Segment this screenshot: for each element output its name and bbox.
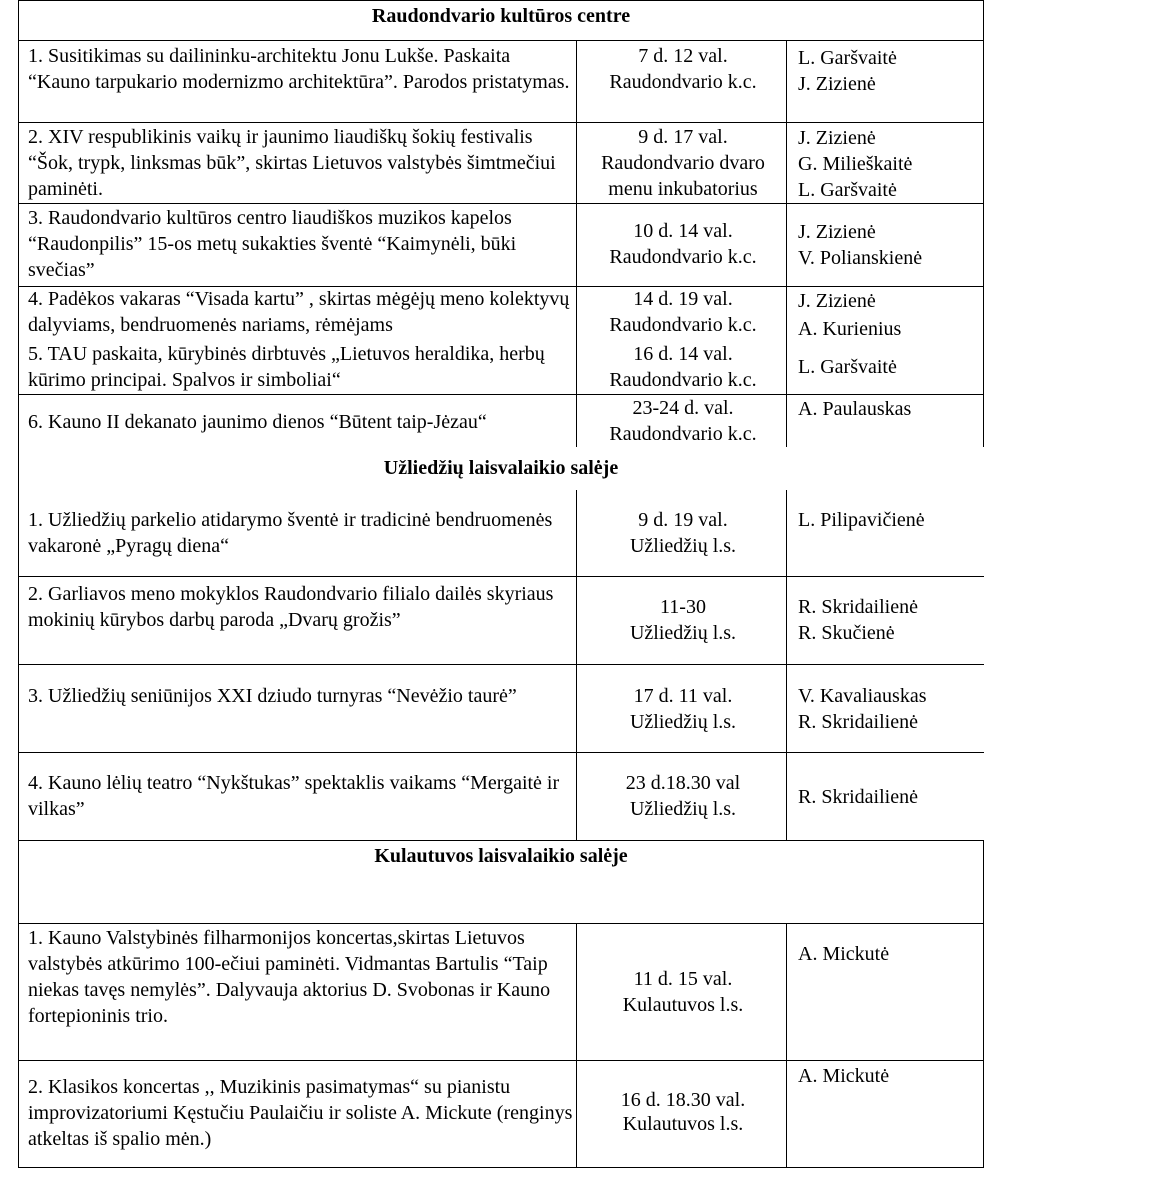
event-time-place: 9 d. 19 val. Užliedžių l.s. xyxy=(629,509,737,557)
event-responsible: J. Zizienė V. Polianskienė xyxy=(798,221,923,269)
row-divider xyxy=(18,840,984,841)
event-description: 3. Raudondvario kultūros centro liaudiškos muzikos kapelos “Raudonpilis” 15-os metų sukakties šventė “Kaimynėli, būki svečias” xyxy=(28,207,517,281)
table-border-top xyxy=(18,0,984,1)
table-border-left xyxy=(18,0,19,1168)
event-time-place: 11 d. 15 val. Kulautuvos l.s. xyxy=(622,968,744,1016)
column-divider xyxy=(576,490,577,840)
event-responsible: A. Paulauskas xyxy=(798,398,912,420)
row-divider xyxy=(18,394,984,395)
event-description: 2. Klasikos koncertas ,, Muzikinis pasimatymas“ su pianistu improvizatoriumi Kęstučiu Paulaičiu ir soliste A. Mickute (renginys atkeltas iš spalio mėn.) xyxy=(28,1076,573,1150)
event-time-place: 11-30 Užliedžių l.s. xyxy=(629,596,737,644)
table-border-right-bottom xyxy=(983,840,984,1168)
row-divider xyxy=(18,576,984,577)
event-description: 4. Padėkos vakaras “Visada kartu” , skirtas mėgėjų meno kolektyvų dalyviams, bendruomenės nariams, rėmėjams xyxy=(28,288,570,336)
event-time-place: 23 d.18.30 val Užliedžių l.s. xyxy=(625,772,741,820)
event-responsible: A. Mickutė xyxy=(798,1065,890,1087)
event-time-place: 17 d. 11 val. Užliedžių l.s. xyxy=(629,685,737,733)
row-divider xyxy=(18,203,984,204)
events-table xyxy=(18,0,984,1168)
event-time-place: 14 d. 19 val. Raudondvario k.c. xyxy=(609,288,757,336)
event-responsible: V. Kavaliauskas R. Skridailienė xyxy=(798,685,927,733)
event-description: 1. Užliedžių parkelio atidarymo šventė ir tradicinė bendruomenės vakaronė „Pyragų diena“ xyxy=(28,509,553,557)
row-divider xyxy=(18,923,984,924)
row-divider xyxy=(18,122,984,123)
table-border-bottom xyxy=(18,1167,984,1168)
event-responsible: A. Mickutė xyxy=(798,943,890,965)
row-divider xyxy=(18,1060,984,1061)
event-description: 4. Kauno lėlių teatro “Nykštukas” spektaklis vaikams “Mergaitė ir vilkas” xyxy=(28,772,560,820)
event-description: 1. Susitikimas su dailininku-architektu Jonu Lukše. Paskaita “Kauno tarpukario modernizmo architektūra”. Parodos pristatymas. xyxy=(28,45,570,93)
event-responsible: J. Zizienė A. Kurienius xyxy=(798,290,902,340)
event-time-place: 16 d. 18.30 val. Kulautuvos l.s. xyxy=(620,1089,746,1135)
event-description: 3. Užliedžių seniūnijos XXI dziudo turnyras “Nevėžio taurė” xyxy=(28,685,517,707)
event-time-place: 7 d. 12 val. Raudondvario k.c. xyxy=(609,45,757,93)
event-responsible: L. Garšvaitė xyxy=(798,356,897,378)
event-description: 5. TAU paskaita, kūrybinės dirbtuvės „Lietuvos heraldika, herbų kūrimo principai. Spalvos ir simboliai“ xyxy=(28,343,545,391)
event-description: 6. Kauno II dekanato jaunimo dienos “Būtent taip-Jėzau“ xyxy=(28,411,487,433)
event-responsible: R. Skridailienė xyxy=(798,786,918,808)
event-responsible: L. Pilipavičienė xyxy=(798,509,925,531)
row-divider xyxy=(18,664,984,665)
table-border-right-top xyxy=(983,0,984,447)
row-divider xyxy=(18,752,984,753)
column-divider xyxy=(576,923,577,1168)
event-time-place: 16 d. 14 val. Raudondvario k.c. xyxy=(609,343,757,391)
event-description: 2. XIV respublikinis vaikų ir jaunimo liaudiškų šokių festivalis “Šok, trypk, linksmas būk”, skirtas Lietuvos valstybės šimtmečiui paminėti. xyxy=(28,126,556,200)
event-time-place: 23-24 d. val. Raudondvario k.c. xyxy=(609,397,757,445)
event-time-place: 9 d. 17 val. Raudondvario dvaro menu inkubatorius xyxy=(601,126,765,200)
section-title: Užliedžių laisvalaikio salėje xyxy=(383,457,619,479)
event-description: 1. Kauno Valstybinės filharmonijos koncertas,skirtas Lietuvos valstybės atkūrimo 100-ečiui paminėti. Vidmantas Bartulis “Taip niekas tavęs nemylės”. Dalyvauja aktorius D. Svobonas ir Kauno fortepioninis trio. xyxy=(28,927,551,1027)
event-responsible: J. Zizienė G. Milieškaitė L. Garšvaitė xyxy=(798,127,913,201)
event-description: 2. Garliavos meno mokyklos Raudondvario filialo dailės skyriaus mokinių kūrybos darbų paroda „Dvarų grožis” xyxy=(28,583,554,631)
event-time-place: 10 d. 14 val. Raudondvario k.c. xyxy=(609,220,757,268)
section-title: Raudondvario kultūros centre xyxy=(371,5,631,27)
event-responsible: L. Garšvaitė J. Zizienė xyxy=(798,47,897,95)
event-responsible: R. Skridailienė R. Skučienė xyxy=(798,596,918,644)
column-divider xyxy=(576,40,577,447)
section-title: Kulautuvos laisvalaikio salėje xyxy=(374,845,628,867)
row-divider xyxy=(18,40,984,41)
